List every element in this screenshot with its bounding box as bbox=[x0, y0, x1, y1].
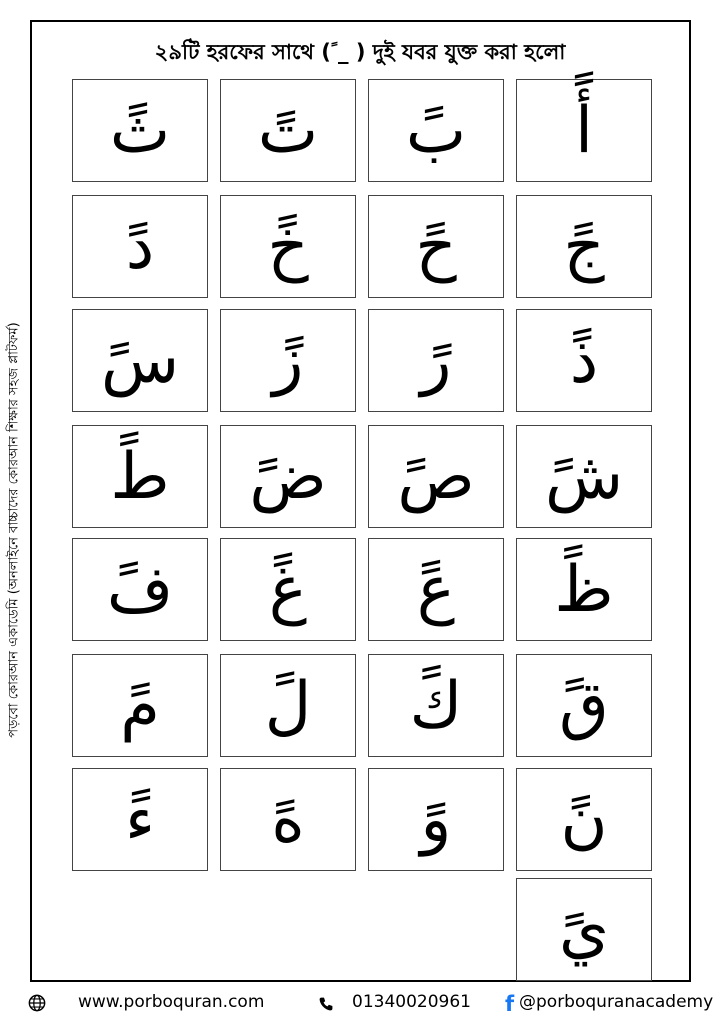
arabic-letter: غً bbox=[268, 552, 308, 627]
letter-card bbox=[516, 425, 652, 528]
letter-card bbox=[516, 878, 652, 981]
letter-card bbox=[516, 79, 652, 182]
arabic-letter: زً bbox=[272, 323, 304, 398]
letter-card bbox=[220, 309, 356, 412]
arabic-letter: كً bbox=[409, 668, 463, 743]
letter-card bbox=[72, 538, 208, 641]
arabic-letter: أً bbox=[575, 93, 593, 168]
arabic-letter: تً bbox=[257, 93, 319, 168]
arabic-letter: صً bbox=[397, 439, 475, 514]
arabic-letter: ظً bbox=[554, 552, 614, 627]
letter-card bbox=[368, 195, 504, 298]
letter-card bbox=[220, 768, 356, 871]
letter-card bbox=[72, 195, 208, 298]
arabic-letter: لً bbox=[264, 668, 312, 743]
letter-card bbox=[72, 654, 208, 757]
letter-card bbox=[72, 309, 208, 412]
arabic-letter: جً bbox=[563, 209, 605, 284]
letter-card bbox=[220, 79, 356, 182]
letter-card bbox=[72, 768, 208, 871]
arabic-letter: قً bbox=[559, 668, 609, 743]
letter-card bbox=[516, 538, 652, 641]
letter-card bbox=[368, 425, 504, 528]
letter-card bbox=[72, 425, 208, 528]
letter-card bbox=[220, 538, 356, 641]
arabic-letter: نً bbox=[560, 782, 608, 857]
letter-card bbox=[368, 768, 504, 871]
arabic-letter: ذً bbox=[569, 323, 599, 398]
arabic-letter: فً bbox=[106, 552, 174, 627]
page-title: ২৯টি হরফের সাথে ( ً_ ) দুই যবর যুক্ত করা হলো bbox=[154, 40, 566, 64]
arabic-letter: دً bbox=[125, 209, 155, 284]
facebook-handle[interactable]: @porboquranacademy bbox=[519, 992, 714, 1012]
letter-card bbox=[220, 654, 356, 757]
letter-card bbox=[220, 425, 356, 528]
arabic-letter: سً bbox=[100, 323, 180, 398]
arabic-letter: رً bbox=[420, 323, 452, 398]
arabic-letter: طً bbox=[110, 439, 170, 514]
letter-card bbox=[516, 195, 652, 298]
arabic-letter: يً bbox=[558, 892, 610, 967]
letter-card bbox=[368, 309, 504, 412]
side-caption-text: পড়বো কোরআন একাডেমি (অনলাইনে বাচ্চাদের কোরআন শিক্ষার সহজ প্লাটফর্ম) bbox=[6, 322, 22, 738]
facebook-icon: f bbox=[505, 992, 515, 1016]
letter-card bbox=[368, 654, 504, 757]
letter-card bbox=[516, 654, 652, 757]
arabic-letter: بً bbox=[405, 93, 467, 168]
letter-card bbox=[72, 79, 208, 182]
arabic-letter: مً bbox=[120, 668, 160, 743]
arabic-letter: حً bbox=[415, 209, 457, 284]
globe-icon bbox=[28, 994, 46, 1012]
letter-card bbox=[368, 538, 504, 641]
phone-number[interactable]: 01340020961 bbox=[352, 992, 471, 1012]
arabic-letter: ضً bbox=[249, 439, 327, 514]
arabic-letter: ثً bbox=[109, 93, 171, 168]
website-link[interactable]: www.porboquran.com bbox=[78, 992, 265, 1012]
letter-card bbox=[368, 79, 504, 182]
arabic-letter: هً bbox=[271, 782, 305, 857]
arabic-letter: خً bbox=[267, 209, 309, 284]
arabic-letter: عً bbox=[416, 552, 456, 627]
letter-card bbox=[516, 768, 652, 871]
phone-icon bbox=[318, 996, 334, 1012]
footer bbox=[0, 990, 724, 1020]
arabic-letter: ءً bbox=[124, 782, 156, 857]
arabic-letter: وً bbox=[420, 782, 452, 857]
letter-card bbox=[516, 309, 652, 412]
arabic-letter: شً bbox=[544, 439, 624, 514]
letter-card bbox=[220, 195, 356, 298]
